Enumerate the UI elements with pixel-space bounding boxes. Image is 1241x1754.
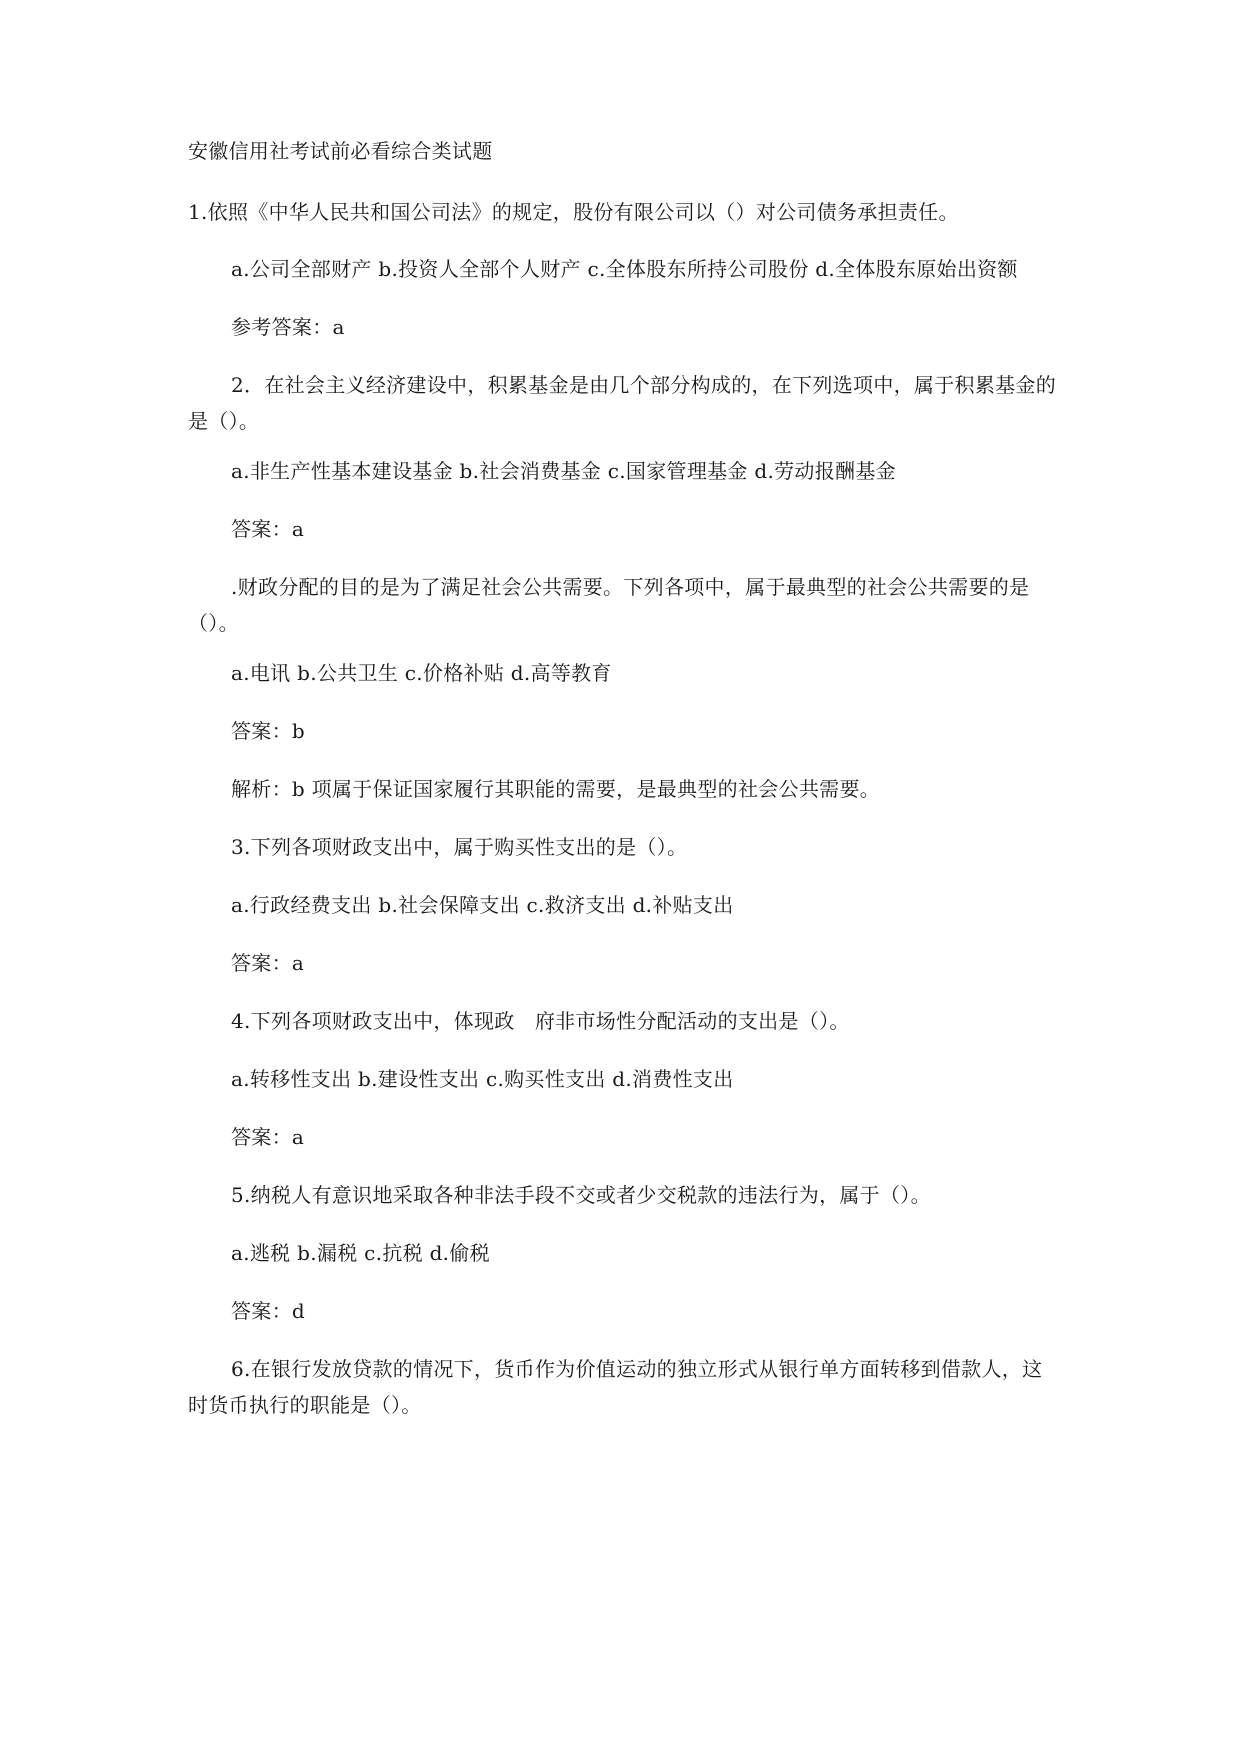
question-4-options: a.转移性支出 b.建设性支出 c.购买性支出 d.消费性支出 [231, 1067, 734, 1091]
question-3: 3.下列各项财政支出中，属于购买性支出的是（）。 [231, 835, 688, 859]
question-3-answer: 答案：a [231, 951, 305, 975]
question-1: 1.依照《中华人民共和国公司法》的规定，股份有限公司以（）对公司债务承担责任。 [188, 200, 959, 224]
question-1-options: a.公司全部财产 b.投资人全部个人财产 c.全体股东所持公司股份 d.全体股东原始出资额 [231, 257, 1018, 281]
question-1-answer: 参考答案：a [231, 315, 345, 339]
question-5-options: a.逃税 b.漏税 c.抗税 d.偷税 [231, 1241, 490, 1265]
question-2-options: a.非生产性基本建设基金 b.社会消费基金 c.国家管理基金 d.劳动报酬基金 [231, 459, 896, 483]
question-2: 2．在社会主义经济建设中，积累基金是由几个部分构成的，在下列选项中，属于积累基金的是（）。 [188, 373, 1057, 433]
question-6: 6.在银行发放贷款的情况下，货币作为价值运动的独立形式从银行单方面转移到借款人，这时货币执行的职能是（）。 [188, 1357, 1043, 1417]
question-5-answer: 答案：d [231, 1299, 306, 1323]
question-4-answer: 答案：a [231, 1125, 305, 1149]
question-2b-options: a.电讯 b.公共卫生 c.价格补贴 d.高等教育 [231, 661, 612, 685]
question-5: 5.纳税人有意识地采取各种非法手段不交或者少交税款的违法行为，属于（）。 [231, 1183, 931, 1207]
question-2b-analysis: 解析：b 项属于保证国家履行其职能的需要，是最典型的社会公共需要。 [231, 777, 881, 801]
question-3-options: a.行政经费支出 b.社会保障支出 c.救济支出 d.补贴支出 [231, 893, 734, 917]
question-2-answer: 答案：a [231, 517, 305, 541]
question-2b: .财政分配的目的是为了满足社会公共需要。下列各项中，属于最典型的社会公共需要的是（）。 [188, 575, 1030, 635]
document-page [188, 0, 1058, 1754]
document-title: 安徽信用社考试前必看综合类试题 [188, 139, 493, 163]
question-2b-answer: 答案：b [231, 719, 306, 743]
question-4: 4.下列各项财政支出中，体现政 府非市场性分配活动的支出是（）。 [231, 1009, 850, 1033]
